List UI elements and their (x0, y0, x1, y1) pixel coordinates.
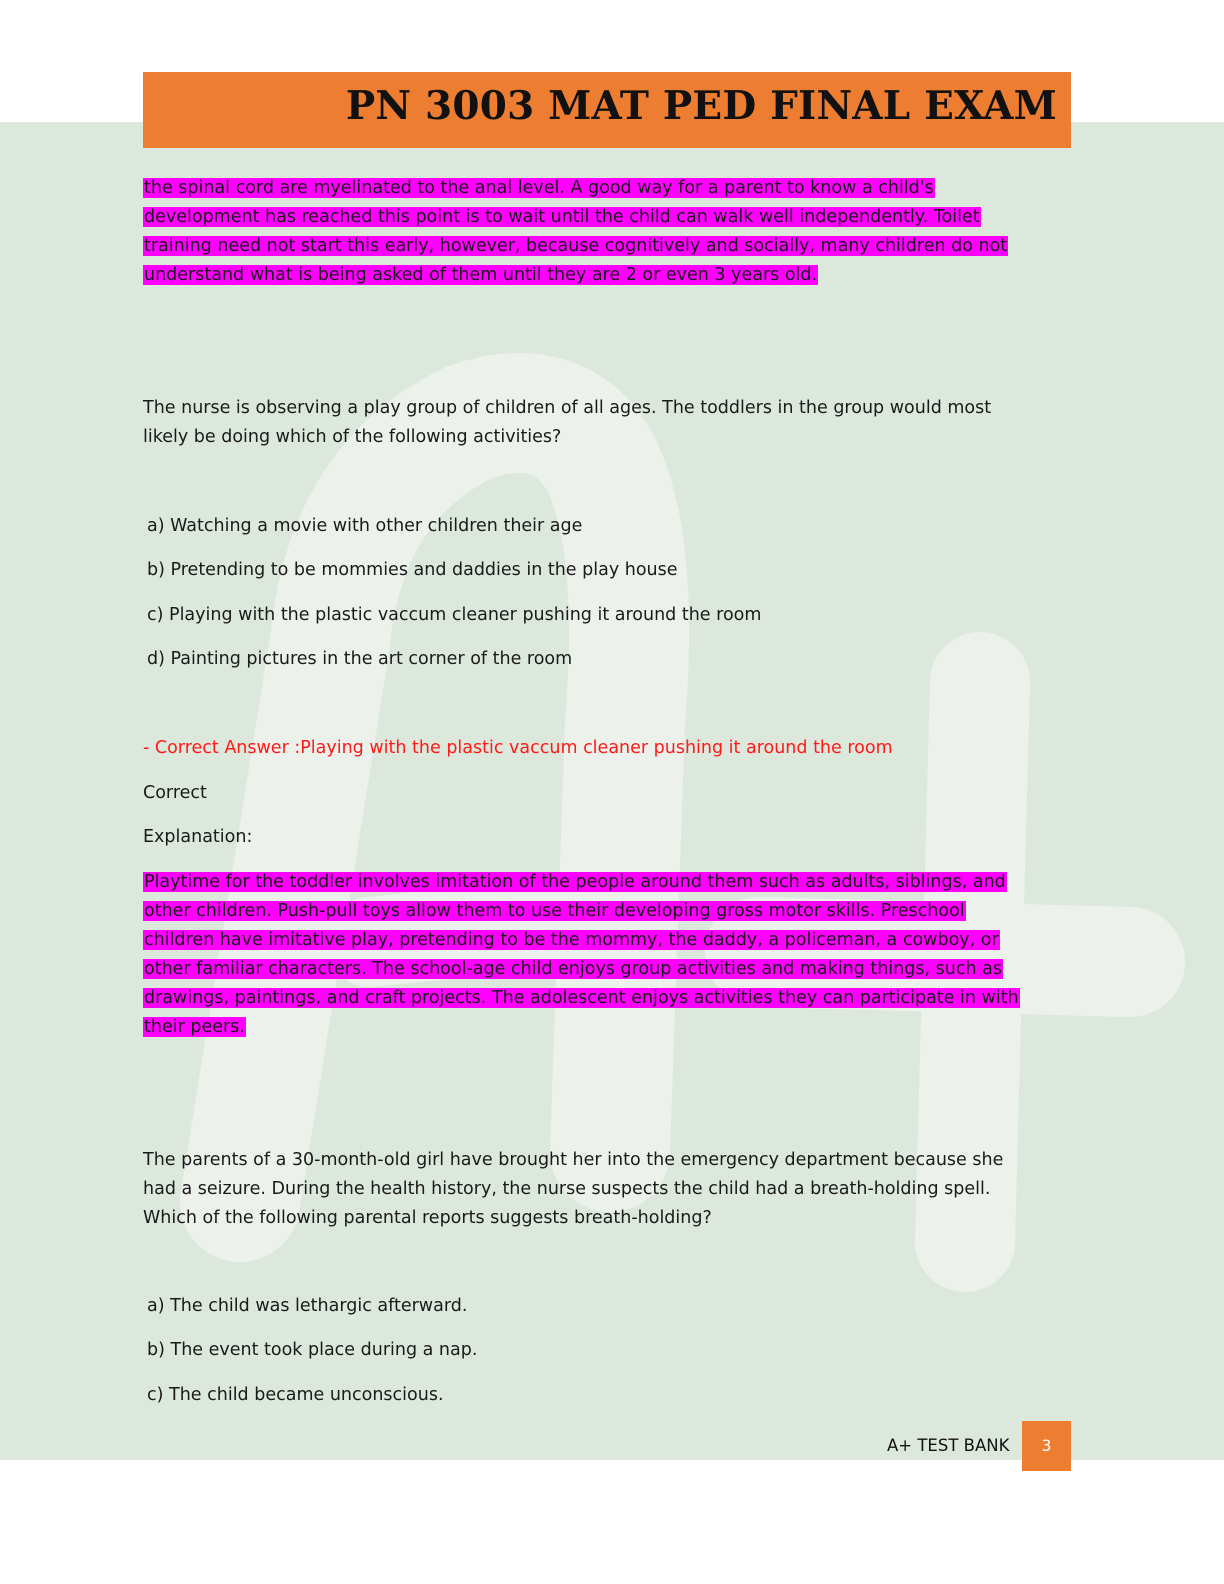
explanation-line-4: other familiar characters. The school-age child enjoys group activities and making things, such as (144, 959, 1002, 979)
intro-line-2: development has reached this point is to wait until the child can walk well independently. Toilet (144, 207, 980, 227)
header-bar (143, 72, 1071, 148)
question1-option-b: b) Pretending to be mommies and daddies in the play house (147, 560, 678, 580)
question1-correct-answer: - Correct Answer :Playing with the plastic vaccum cleaner pushing it around the room (143, 738, 893, 758)
question1-line-2: likely be doing which of the following activities? (143, 427, 562, 447)
explanation-line-2: other children. Push-pull toys allow them to use their developing gross motor skills. Preschool (144, 901, 965, 921)
explanation-line-5: drawings, paintings, and craft projects. The adolescent enjoys activities they can participate in with (144, 988, 1019, 1008)
intro-line-4: understand what is being asked of them until they are 2 or even 3 years old. (144, 265, 818, 285)
question1-option-c: c) Playing with the plastic vaccum cleaner pushing it around the room (147, 605, 762, 625)
question2-line-1: The parents of a 30-month-old girl have brought her into the emergency department because she (143, 1150, 1004, 1170)
explanation-line-1: Playtime for the toddler involves imitation of the people around them such as adults, siblings, and (144, 872, 1006, 892)
question1-correct-label: Correct (143, 783, 207, 803)
question2-option-c: c) The child became unconscious. (147, 1385, 444, 1405)
intro-line-3: training need not start this early, however, because cognitively and socially, many children do not (144, 236, 1008, 256)
question2-option-b: b) The event took place during a nap. (147, 1340, 478, 1360)
question1-explanation-label: Explanation: (143, 827, 253, 847)
question2-line-2: had a seizure. During the health history, the nurse suspects the child had a breath-holding spell. (143, 1179, 991, 1199)
question2-line-3: Which of the following parental reports suggests breath-holding? (143, 1208, 712, 1228)
question1-option-d: d) Painting pictures in the art corner of the room (147, 649, 573, 669)
intro-line-1: the spinal cord are myelinated to the anal level. A good way for a parent to know a child's (144, 178, 934, 198)
footer-label: A+ TEST BANK (887, 1436, 1010, 1455)
explanation-line-3: children have imitative play, pretending to be the mommy, the daddy, a policeman, a cowboy, or (144, 930, 999, 950)
page-number-badge (1022, 1421, 1071, 1471)
page-number: 3 (1041, 1436, 1052, 1455)
question2-option-a: a) The child was lethargic afterward. (147, 1296, 468, 1316)
explanation-line-6: their peers. (144, 1017, 245, 1037)
question1-line-1: The nurse is observing a play group of children of all ages. The toddlers in the group would most (143, 398, 992, 418)
question1-option-a: a) Watching a movie with other children their age (147, 516, 583, 536)
page-title: PN 3003 MAT PED FINAL EXAM (345, 83, 1057, 129)
